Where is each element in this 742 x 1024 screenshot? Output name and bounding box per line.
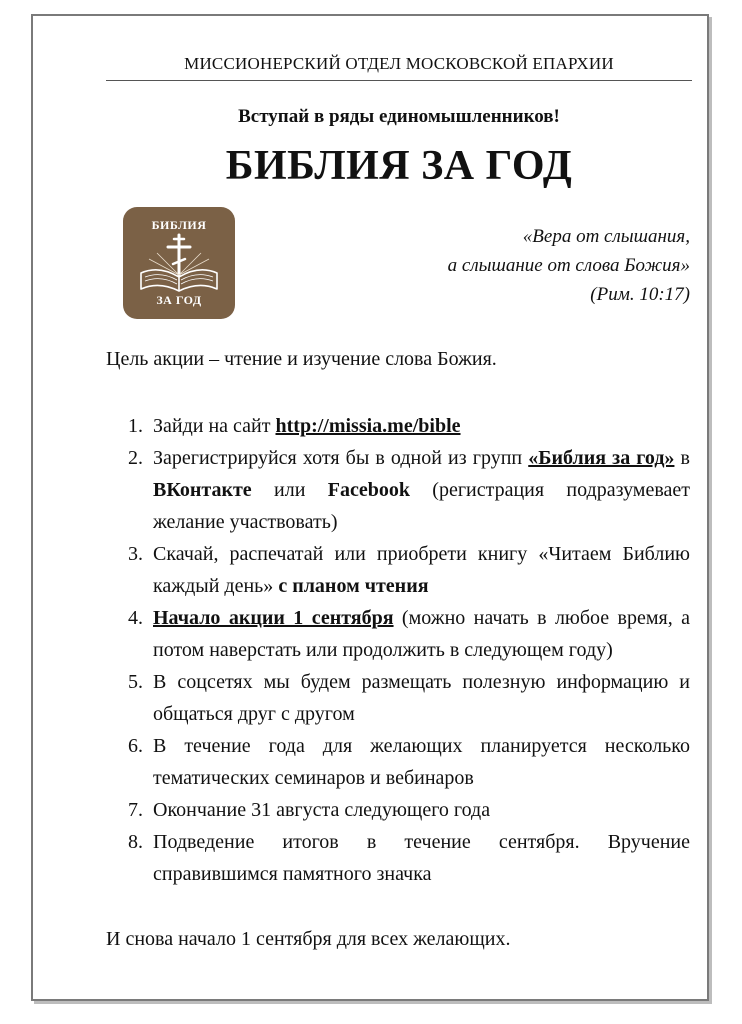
header-divider	[106, 80, 692, 81]
goal-statement: Цель акции – чтение и изучение слова Божия.	[106, 348, 497, 370]
reading-plan-label: с планом чтения	[278, 575, 429, 597]
steps-list	[106, 410, 690, 890]
item-text: В соцсетях мы будем размещать полезную информацию и общаться друг с другом	[153, 671, 690, 725]
website-link[interactable]: http://missia.me/bible	[275, 415, 461, 437]
list-item	[106, 730, 690, 794]
item-number: 8.	[128, 831, 143, 853]
subtitle: Вступай в ряды единомышленников!	[238, 106, 560, 127]
quote-line: «Вера от слышания,	[522, 226, 690, 247]
scripture-quote	[380, 222, 690, 309]
item-number: 5.	[128, 671, 143, 693]
item-text: в	[674, 447, 690, 469]
logo-text-bottom: ЗА ГОД	[156, 293, 202, 307]
closing-statement: И снова начало 1 сентября для всех желающих.	[106, 928, 511, 950]
list-item	[106, 442, 690, 538]
item-text: Зарегистрируйся хотя бы в одной из групп	[153, 447, 529, 469]
item-text: В течение года для желающих планируется несколько тематических семинаров и вебинаров	[153, 735, 690, 789]
facebook-label: Facebook	[327, 479, 410, 501]
item-text: (регистрация подразумевает желание участвовать)	[153, 479, 691, 533]
list-item	[106, 794, 690, 826]
group-link[interactable]: «Библия за год»	[528, 447, 675, 469]
item-text: Окончание 31 августа следующего года	[153, 799, 491, 821]
item-text: (можно начать в любое время, а потом наверстать или продолжить в следующем году)	[153, 607, 690, 661]
start-date-label: Начало акции 1 сентября	[153, 607, 394, 629]
bible-logo	[123, 207, 235, 319]
item-text: Зайди на сайт	[153, 415, 276, 437]
item-number: 7.	[128, 799, 143, 821]
quote-line: а слышание от слова Божия»	[447, 255, 690, 276]
logo-text-top: БИБЛИЯ	[151, 218, 207, 232]
item-text: Скачай, распечатай или приобрети книгу «Читаем Библию каждый день»	[153, 543, 690, 597]
item-number: 2.	[128, 447, 143, 469]
list-item	[106, 826, 690, 890]
vkontakte-label: ВКонтакте	[153, 479, 252, 501]
item-text: или	[251, 479, 328, 501]
item-number: 6.	[128, 735, 143, 757]
item-number: 1.	[128, 415, 143, 437]
list-item	[106, 666, 690, 730]
page-title: БИБЛИЯ ЗА ГОД	[225, 143, 573, 189]
item-text: Подведение итогов в течение сентября. Вручение справившимся памятного значка	[153, 831, 690, 885]
department-header: МИССИОНЕРСКИЙ ОТДЕЛ МОСКОВСКОЙ ЕПАРХИИ	[184, 54, 614, 73]
list-item	[106, 602, 690, 666]
quote-reference: (Рим. 10:17)	[590, 284, 690, 305]
list-item	[106, 538, 690, 602]
item-number: 4.	[128, 607, 143, 629]
item-number: 3.	[128, 543, 143, 565]
list-item	[106, 410, 690, 442]
